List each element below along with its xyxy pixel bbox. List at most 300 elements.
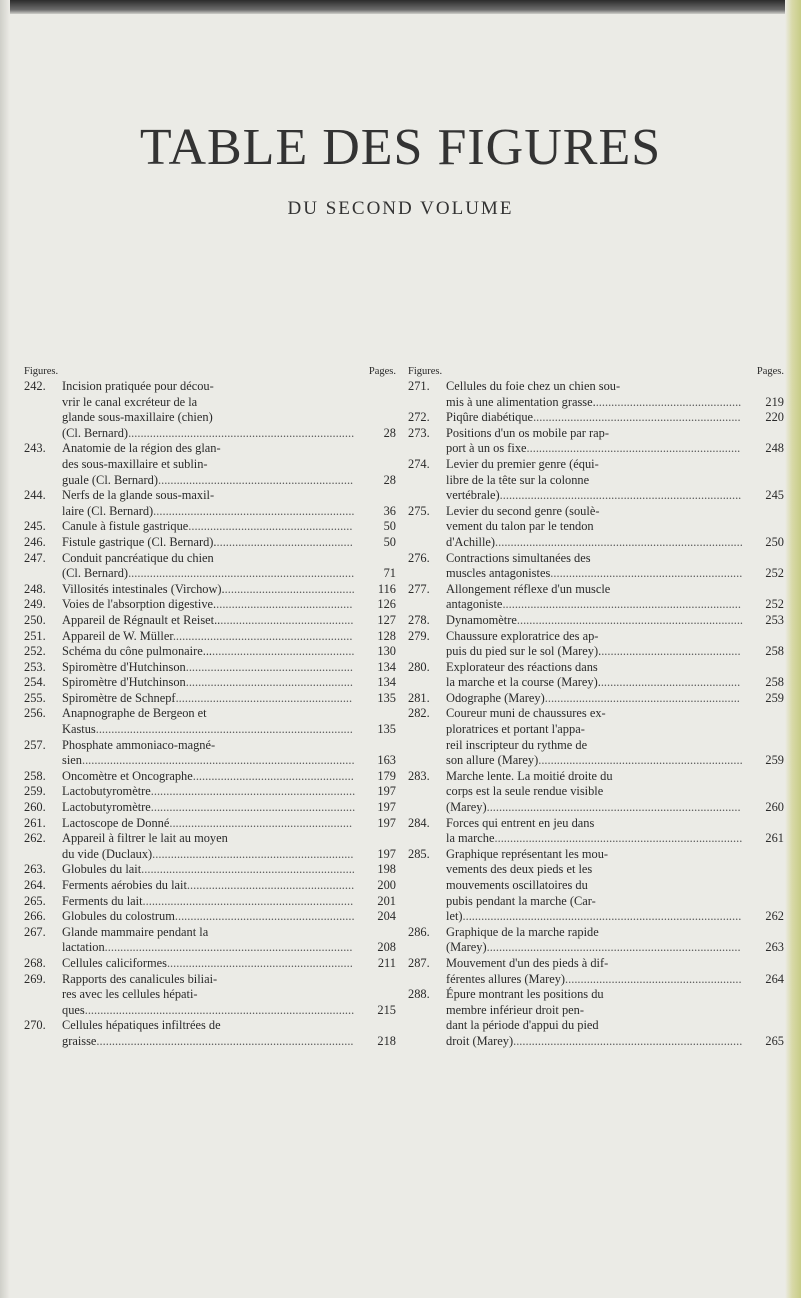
caption-text: Conduit pancréatique du chien (62, 550, 214, 565)
caption-text: la marche et la course (Marey). (446, 675, 601, 690)
caption-text: Allongement réflexe d'un muscle (446, 581, 611, 596)
figure-caption (62, 379, 358, 441)
figure-entry (24, 691, 396, 707)
caption-text: Ferments du lait (62, 893, 143, 908)
caption-text: reil inscripteur du rythme de (446, 737, 588, 752)
figure-caption (62, 597, 358, 613)
page-number: 250 (765, 534, 784, 549)
figure-entry (24, 660, 396, 676)
figure-number: 265. (24, 893, 46, 908)
caption-line (62, 1003, 358, 1019)
figure-caption (62, 613, 358, 629)
figure-number: 245. (24, 519, 46, 534)
page-number: 197 (377, 784, 396, 799)
caption-line (62, 800, 358, 816)
caption-text: férentes allures (Marey) (446, 971, 566, 986)
figures-column-left (24, 364, 396, 1050)
page-number: 258 (765, 644, 784, 659)
figure-caption (62, 488, 358, 519)
figure-entry (408, 504, 784, 551)
figure-entry (408, 956, 784, 987)
figure-number: 250. (24, 612, 46, 627)
figure-entry (408, 706, 784, 768)
page-number: 215 (377, 1002, 396, 1017)
page-subtitle: DU SECOND VOLUME (287, 198, 514, 219)
figure-number: 272. (408, 410, 430, 425)
caption-text: (Cl. Bernard) (62, 566, 129, 581)
caption-line (62, 410, 358, 426)
caption-line (62, 519, 358, 535)
figure-entry (24, 597, 396, 613)
figure-number: 282. (408, 706, 430, 721)
figure-caption (62, 691, 358, 707)
figure-number: 260. (24, 800, 46, 815)
caption-line (62, 613, 358, 629)
caption-line (446, 582, 746, 598)
caption-line (62, 535, 358, 551)
caption-text: Schéma du cône pulmonaire... (62, 644, 213, 659)
figures-heading: Figures. (24, 366, 59, 377)
caption-text: dant la période d'appui du pied (446, 1018, 599, 1033)
figure-number: 276. (408, 550, 430, 565)
caption-line (446, 972, 746, 988)
caption-text: Kastus (62, 722, 96, 737)
figure-number: 268. (24, 955, 46, 970)
figure-number: 285. (408, 846, 430, 861)
caption-line (62, 738, 358, 754)
figure-entry (408, 660, 784, 691)
figure-number: 264. (24, 878, 46, 892)
figure-caption (62, 738, 358, 769)
caption-text: Piqûre diabétique (446, 410, 534, 425)
caption-line (62, 925, 358, 941)
leader-dots: .......................................................... (172, 628, 353, 643)
figure-entry (408, 379, 784, 410)
caption-line (62, 1034, 358, 1050)
figure-entry (24, 629, 396, 645)
figure-caption (446, 956, 746, 987)
figure-entry (24, 706, 396, 737)
caption-line (446, 784, 746, 800)
figure-caption (62, 441, 358, 488)
figure-caption (446, 987, 746, 1049)
figure-caption (446, 660, 746, 691)
figure-entry (24, 535, 396, 551)
caption-text: Coureur muni de chaussures ex- (446, 706, 606, 721)
leader-dots: ................................................................. (153, 503, 355, 518)
leader-dots: ................................................................................ (494, 831, 743, 846)
caption-line (62, 644, 358, 660)
figure-caption (446, 582, 746, 613)
caption-text: Incision pratiquée pour décou- (62, 379, 214, 393)
page-number: 28 (383, 425, 396, 440)
pages-heading: Pages. (368, 366, 396, 377)
page-number: 198 (377, 862, 396, 877)
figure-caption (62, 784, 358, 800)
figure-number: 253. (24, 659, 46, 674)
caption-line (62, 691, 358, 707)
caption-text: Lactobutyromètre (62, 800, 151, 815)
caption-line (62, 379, 358, 395)
page-number: 36 (383, 503, 396, 518)
page-number: 197 (377, 846, 396, 861)
caption-text: pubis pendant la marche (Car- (446, 893, 596, 908)
caption-line (62, 629, 358, 645)
caption-text: Contractions simultanées des (446, 550, 591, 565)
figure-caption (446, 504, 746, 551)
caption-text: mis à une alimentation grasse. (446, 394, 596, 409)
figure-number: 278. (408, 612, 430, 627)
page-number: 127 (377, 612, 396, 627)
caption-line (62, 784, 358, 800)
figure-caption (446, 691, 746, 707)
figure-caption (62, 660, 358, 676)
page-number: 218 (377, 1033, 396, 1048)
caption-text: Appareil de W. Müller (62, 628, 173, 643)
leader-dots: ..................................................................... (141, 862, 355, 877)
caption-line (446, 862, 746, 878)
caption-text: du vide (Duclaux) (62, 846, 153, 861)
page-number: 261 (765, 831, 784, 846)
caption-line (446, 753, 746, 769)
page-number: 259 (765, 690, 784, 705)
caption-line (446, 410, 746, 426)
caption-text: Phosphate ammoniaco-magné- (62, 737, 216, 752)
page-number: 208 (377, 940, 396, 955)
page-top-edge (0, 0, 801, 14)
page-number: 265 (765, 1033, 784, 1048)
caption-text: Spiromètre de Schnepf (62, 690, 176, 705)
figure-entry (24, 613, 396, 629)
caption-line (62, 816, 358, 832)
leader-dots: .............................................................. (550, 566, 743, 581)
page-number: 248 (765, 441, 784, 456)
caption-line (446, 800, 746, 816)
figure-caption (446, 410, 746, 426)
leader-dots: .................................................................. (150, 800, 356, 815)
figure-entry (24, 831, 396, 862)
figure-entry (408, 816, 784, 847)
caption-text: vements des deux pieds et les (446, 862, 593, 877)
caption-text: Chaussure exploratrice des ap- (446, 628, 599, 643)
figure-caption (446, 769, 746, 816)
caption-text: Voies de l'absorption digestive. (62, 597, 217, 612)
caption-text: corps est la seule rendue visible (446, 784, 604, 799)
figure-entry (408, 410, 784, 426)
caption-text: Ferments aérobies du lait (62, 878, 187, 892)
caption-text: antagoniste (446, 597, 503, 612)
figure-number: 283. (408, 768, 430, 783)
caption-text: Marche lente. La moitié droite du (446, 768, 613, 783)
figure-entry (24, 784, 396, 800)
figure-entry (24, 551, 396, 582)
page-number: 211 (377, 955, 396, 970)
caption-line (446, 379, 746, 395)
caption-text: (Cl. Bernard) (62, 425, 129, 440)
page-number: 201 (377, 893, 396, 908)
page-number: 128 (377, 628, 396, 643)
figure-entry (24, 816, 396, 832)
caption-line (446, 847, 746, 863)
figure-number: 254. (24, 675, 46, 690)
caption-line (62, 1018, 358, 1034)
leader-dots: ................................................................................ (104, 940, 353, 955)
leader-dots: ................................................................... (533, 410, 741, 425)
caption-line (62, 956, 358, 972)
leader-dots: .................................................................................. (486, 800, 741, 815)
caption-line (62, 862, 358, 878)
leader-dots: .................................................................... (142, 893, 354, 908)
figure-number: 252. (24, 644, 46, 659)
caption-line (62, 722, 358, 738)
page-number: 245 (765, 488, 784, 503)
figure-entry (24, 909, 396, 925)
page-number: 134 (377, 659, 396, 674)
figure-entry (24, 894, 396, 910)
figure-entry (408, 613, 784, 629)
figure-entry (24, 769, 396, 785)
caption-line (446, 629, 746, 645)
pages-heading: Pages. (756, 366, 784, 377)
leader-dots: ................................................................................... (95, 722, 353, 737)
page-number: 126 (377, 597, 396, 612)
figure-list (24, 379, 396, 1050)
caption-line (62, 566, 358, 582)
figure-caption (62, 629, 358, 645)
figure-caption (62, 800, 358, 816)
figure-caption (446, 457, 746, 504)
page-number: 252 (765, 566, 784, 581)
caption-text: glande sous-maxillaire (chien) (62, 410, 213, 425)
caption-text: let) (446, 909, 463, 924)
caption-line (446, 831, 746, 847)
caption-text: Lactobutyromètre (62, 784, 151, 799)
figure-caption (62, 894, 358, 910)
leader-dots: ......................................................... (565, 971, 742, 986)
caption-text: muscles antagonistes (446, 566, 551, 581)
caption-line (62, 551, 358, 567)
caption-text: lactation (62, 940, 105, 955)
caption-text: la marche (446, 831, 495, 846)
caption-line (62, 940, 358, 956)
caption-line (446, 1003, 746, 1019)
caption-text: ques (62, 1002, 85, 1017)
page-number: 197 (377, 815, 396, 830)
figure-caption (446, 613, 746, 629)
caption-text: Graphique représentant les mou- (446, 846, 609, 861)
leader-dots: ................................................................. (152, 846, 354, 861)
figure-caption (446, 847, 746, 925)
caption-text: Spiromètre d'Hutchinson (62, 659, 186, 674)
caption-line (62, 395, 358, 411)
caption-line (446, 457, 746, 473)
caption-line (62, 504, 358, 520)
page-number: 219 (765, 394, 784, 409)
caption-text: Villosités intestinales (Virchow). (62, 581, 225, 596)
caption-line (446, 722, 746, 738)
caption-text: Mouvement d'un des pieds à dif- (446, 955, 609, 970)
caption-text: Glande mammaire pendant la (62, 924, 209, 939)
caption-line (62, 597, 358, 613)
leader-dots: ............................................................ (166, 955, 353, 970)
caption-line (446, 691, 746, 707)
figure-caption (62, 956, 358, 972)
caption-text: port à un os fixe (446, 441, 527, 456)
figure-number: 277. (408, 581, 430, 596)
caption-line (62, 660, 358, 676)
figure-caption (62, 675, 358, 691)
caption-line (446, 675, 746, 691)
leader-dots: ........................................................................................ (81, 753, 355, 768)
figure-number: 255. (24, 690, 46, 705)
page-number: 163 (377, 753, 396, 768)
figure-number: 257. (24, 737, 46, 752)
caption-line (446, 441, 746, 457)
caption-line (62, 473, 358, 489)
figure-entry (408, 551, 784, 582)
caption-line (62, 894, 358, 910)
caption-line (446, 551, 746, 567)
caption-line (446, 738, 746, 754)
caption-text: Rapports des canalicules biliai- (62, 971, 218, 986)
caption-line (62, 457, 358, 473)
figure-entry (408, 987, 784, 1049)
figure-number: 279. (408, 628, 430, 643)
figure-number: 248. (24, 581, 46, 596)
page-number: 179 (377, 768, 396, 783)
figure-entry (408, 769, 784, 816)
figure-caption (446, 925, 746, 956)
caption-text: Globules du lait (62, 862, 142, 877)
caption-text: vrir le canal excréteur de la (62, 394, 198, 409)
leader-dots: ..................................................................... (526, 441, 741, 456)
figure-number: 273. (408, 425, 430, 440)
figure-caption (62, 925, 358, 956)
figure-number: 246. (24, 534, 46, 549)
leader-dots: .................................................................. (150, 784, 356, 799)
caption-text: Lactoscope de Donné (62, 815, 170, 830)
caption-text: Appareil de Régnault et Reiset.. (62, 612, 221, 627)
caption-line (446, 597, 746, 613)
figure-caption (62, 878, 358, 894)
leader-dots: ............................................. (601, 644, 741, 659)
leader-dots: ........................................... (220, 612, 354, 627)
leader-dots: .................................................................................. (486, 940, 741, 955)
figure-entry (24, 862, 396, 878)
caption-line (62, 972, 358, 988)
caption-text: ploratrices et portant l'appa- (446, 722, 585, 737)
figures-column-right (408, 364, 784, 1050)
page-number: 259 (765, 753, 784, 768)
caption-line (62, 675, 358, 691)
figure-entry (24, 925, 396, 956)
figure-number: 256. (24, 706, 46, 721)
caption-text: Canule à fistule gastrique (62, 519, 189, 534)
page-number: 130 (377, 644, 396, 659)
figure-entry (24, 675, 396, 691)
figure-entry (408, 457, 784, 504)
caption-line (446, 473, 746, 489)
page-number: 134 (377, 675, 396, 690)
page-number: 204 (377, 909, 396, 924)
caption-text: Cellules du foie chez un chien sou- (446, 379, 621, 393)
leader-dots: ............................................... (595, 394, 742, 409)
page-number: 258 (765, 675, 784, 690)
figure-number: 251. (24, 628, 46, 643)
page-number: 50 (383, 519, 396, 534)
leader-dots: .................................................................. (538, 753, 743, 768)
caption-line (446, 956, 746, 972)
caption-text: Positions d'un os mobile par rap- (446, 425, 609, 440)
figure-number: 247. (24, 550, 46, 565)
caption-text: des sous-maxillaire et sublin- (62, 456, 208, 471)
caption-line (62, 769, 358, 785)
figure-caption (62, 909, 358, 925)
figure-number: 244. (24, 488, 46, 503)
figure-caption (446, 379, 746, 410)
figure-number: 258. (24, 768, 46, 783)
leader-dots: ............................................................... (544, 690, 740, 705)
leader-dots: .......................................................................... (513, 1033, 743, 1048)
figure-caption (62, 831, 358, 862)
caption-line (446, 1034, 746, 1050)
leader-dots: .......................................................... (174, 909, 355, 924)
figure-number: 249. (24, 597, 46, 612)
page-number: 200 (377, 878, 396, 892)
caption-text: Cellules hépatiques infiltrées de (62, 1018, 221, 1033)
leader-dots: .......................................................................................... (462, 909, 742, 924)
figure-caption (446, 551, 746, 582)
caption-text: sien (62, 753, 82, 768)
caption-text: Levier du premier genre (équi- (446, 456, 599, 471)
caption-text: Spiromètre d'Hutchinson (62, 675, 186, 690)
figure-caption (446, 706, 746, 768)
caption-text: Anatomie de la région des glan- (62, 441, 221, 456)
leader-dots: .............................................................................. (499, 488, 742, 503)
figure-number: 275. (408, 503, 430, 518)
caption-text: d'Achille) (446, 534, 496, 549)
leader-dots: ......................................................................... (128, 425, 355, 440)
caption-line (62, 847, 358, 863)
leader-dots: ......................................................................... (516, 612, 744, 627)
caption-line (446, 535, 746, 551)
caption-line (446, 395, 746, 411)
figure-number: 280. (408, 659, 430, 674)
caption-text: libre de la tête sur la colonne (446, 472, 590, 487)
figure-number: 287. (408, 955, 430, 970)
leader-dots: ............................................................................. (502, 597, 741, 612)
leader-dots: ...................................................... (185, 675, 353, 690)
leader-dots: .......................................... (224, 581, 355, 596)
caption-line (446, 566, 746, 582)
figure-number: 242. (24, 379, 46, 393)
caption-line (446, 878, 746, 894)
leader-dots: ............................................. (600, 675, 741, 690)
figure-caption (446, 629, 746, 660)
caption-text: puis du pied sur le sol (Marey). (446, 644, 602, 659)
figure-caption (446, 816, 746, 847)
page-left-edge (0, 0, 10, 1298)
caption-text: res avec les cellules hépati- (62, 987, 198, 1002)
caption-line (62, 706, 358, 722)
caption-text: Dynamomètre (446, 612, 517, 627)
page-number: 135 (377, 722, 396, 737)
page-number: 220 (765, 410, 784, 425)
leader-dots: .............................................. (212, 644, 355, 659)
caption-text: mouvements oscillatoires du (446, 878, 588, 892)
figure-caption (62, 1018, 358, 1049)
page-number: 262 (765, 909, 784, 924)
